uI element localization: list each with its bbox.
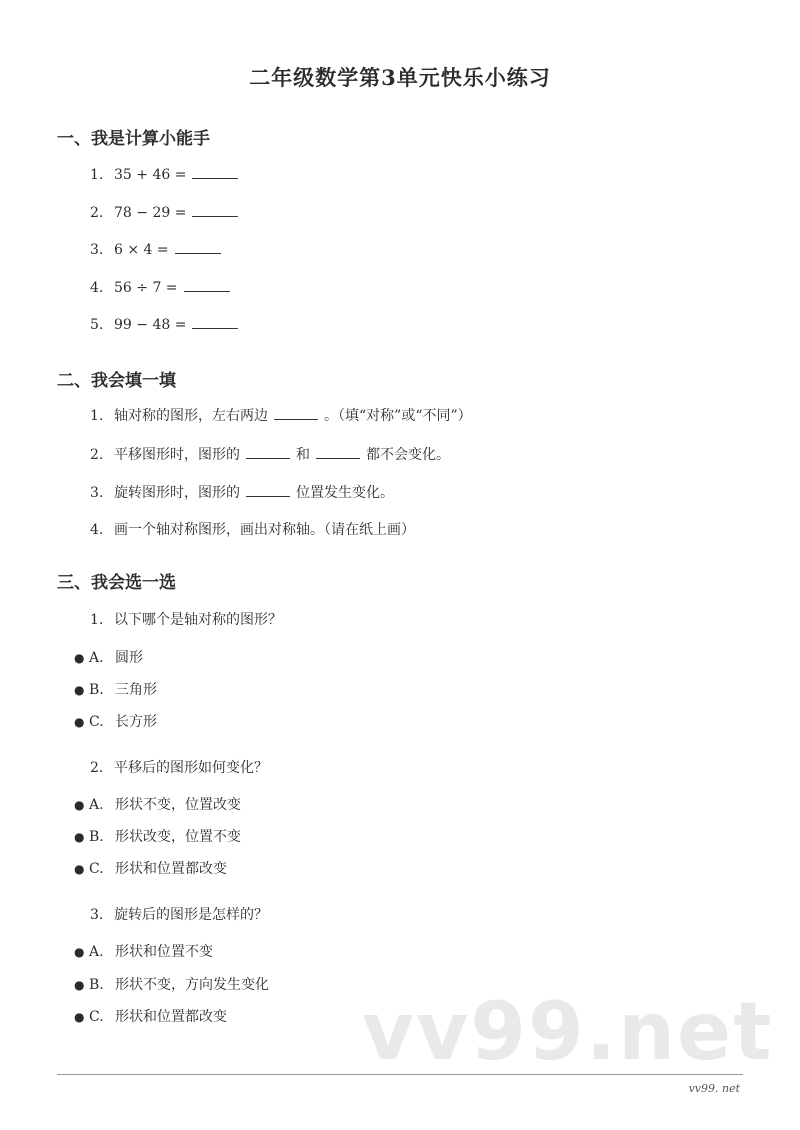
bullet-icon: ●	[74, 945, 85, 959]
calc-item	[90, 279, 236, 296]
choice-option[interactable]	[74, 711, 157, 731]
choice-question	[90, 904, 268, 924]
item-number: 1.	[90, 612, 104, 628]
bullet-icon: ●	[74, 798, 85, 812]
option-letter: A.	[89, 797, 104, 813]
bullet-icon: ●	[74, 715, 85, 729]
fill-item	[90, 482, 394, 502]
option-text: 形状和位置不变	[115, 944, 213, 960]
item-text: 旋转图形时，图形的	[114, 485, 240, 501]
bullet-icon: ●	[74, 862, 85, 876]
option-text: 形状改变，位置不变	[115, 829, 241, 845]
question-text: 平移后的图形如何变化？	[114, 760, 268, 776]
fill-item	[90, 444, 450, 464]
fill-item	[90, 519, 415, 539]
answer-blank[interactable]	[192, 204, 238, 217]
option-text: 形状和位置都改变	[115, 1009, 227, 1025]
bullet-icon: ●	[74, 1010, 85, 1024]
footer-site-label: vv99. net	[688, 1082, 740, 1095]
answer-blank[interactable]	[246, 484, 290, 497]
item-number: 4.	[90, 522, 104, 538]
item-text-tail: 。（填“对称”或“不同”）	[324, 408, 472, 424]
choice-option[interactable]	[74, 679, 157, 699]
choice-question	[90, 757, 268, 777]
item-number: 3.	[90, 907, 104, 923]
answer-blank[interactable]	[316, 446, 360, 459]
option-letter: C.	[89, 1009, 104, 1025]
item-expression: 78 − 29 =	[114, 205, 187, 221]
footer-divider	[57, 1074, 743, 1075]
section-heading-calculation: 一、我是计算小能手	[57, 129, 210, 149]
item-number: 3.	[90, 485, 104, 501]
item-number: 2.	[90, 760, 104, 776]
item-number: 5.	[90, 317, 104, 333]
item-text-mid: 和	[296, 447, 310, 463]
choice-option[interactable]	[74, 1006, 227, 1026]
option-text: 圆形	[115, 650, 143, 666]
bullet-icon: ●	[74, 978, 85, 992]
item-text: 轴对称的图形，左右两边	[114, 408, 268, 424]
choice-option[interactable]	[74, 941, 213, 961]
calc-item	[90, 316, 244, 333]
choice-option[interactable]	[74, 826, 241, 846]
answer-blank[interactable]	[184, 279, 230, 292]
choice-option[interactable]	[74, 858, 227, 878]
calc-item	[90, 241, 227, 258]
option-text: 形状和位置都改变	[115, 861, 227, 877]
calc-item	[90, 204, 244, 221]
choice-option[interactable]	[74, 647, 143, 667]
option-letter: A.	[89, 944, 104, 960]
option-text: 形状不变，方向发生变化	[115, 977, 269, 993]
item-number: 1.	[90, 167, 104, 183]
item-text: 平移图形时，图形的	[114, 447, 240, 463]
question-text: 旋转后的图形是怎样的？	[114, 907, 268, 923]
option-letter: C.	[89, 861, 104, 877]
option-letter: B.	[89, 682, 104, 698]
option-text: 长方形	[115, 714, 157, 730]
section-heading-multiple-choice: 三、我会选一选	[57, 573, 176, 593]
bullet-icon: ●	[74, 683, 85, 697]
fill-item	[90, 405, 472, 425]
question-text: 以下哪个是轴对称的图形？	[114, 612, 282, 628]
item-text-tail: 位置发生变化。	[296, 485, 394, 501]
answer-blank[interactable]	[192, 166, 238, 179]
watermark: vv99.net	[362, 985, 774, 1078]
answer-blank[interactable]	[246, 446, 290, 459]
choice-question	[90, 609, 282, 629]
item-expression: 99 − 48 =	[114, 317, 187, 333]
choice-option[interactable]	[74, 974, 269, 994]
option-text: 三角形	[115, 682, 157, 698]
option-letter: B.	[89, 829, 104, 845]
calc-item	[90, 166, 244, 183]
answer-blank[interactable]	[274, 407, 318, 420]
bullet-icon: ●	[74, 651, 85, 665]
option-text: 形状不变，位置改变	[115, 797, 241, 813]
item-expression: 6 × 4 =	[114, 242, 169, 258]
choice-option[interactable]	[74, 794, 241, 814]
page-title: 二年级数学第3单元快乐小练习	[249, 65, 551, 90]
answer-blank[interactable]	[192, 316, 238, 329]
item-number: 3.	[90, 242, 104, 258]
item-text-tail: 都不会变化。	[366, 447, 450, 463]
item-number: 2.	[90, 447, 104, 463]
item-number: 1.	[90, 408, 104, 424]
item-expression: 56 ÷ 7 =	[114, 280, 178, 296]
bullet-icon: ●	[74, 830, 85, 844]
section-heading-fill-in: 二、我会填一填	[57, 371, 176, 391]
option-letter: A.	[89, 650, 104, 666]
item-number: 2.	[90, 205, 104, 221]
item-text: 画一个轴对称图形，画出对称轴。（请在纸上画）	[114, 522, 415, 538]
item-expression: 35 + 46 =	[114, 167, 187, 183]
answer-blank[interactable]	[175, 241, 221, 254]
option-letter: C.	[89, 714, 104, 730]
item-number: 4.	[90, 280, 104, 296]
option-letter: B.	[89, 977, 104, 993]
